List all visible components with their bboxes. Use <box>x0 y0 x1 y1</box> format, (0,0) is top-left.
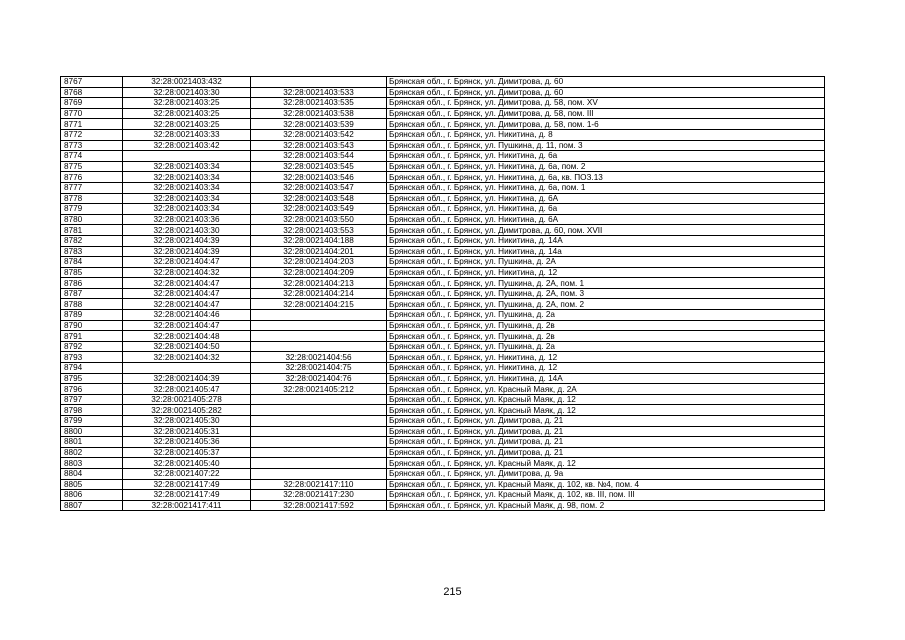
row-number-cell: 8772 <box>61 129 123 140</box>
table-row <box>61 235 825 246</box>
row-number-cell: 8799 <box>61 416 123 427</box>
object-number-cell: 32:28:0021403:538 <box>251 108 387 119</box>
table-row <box>61 214 825 225</box>
address-cell: Брянская обл., г. Брянск, ул. Никитина, д. 6а, пом. 1 <box>387 182 825 193</box>
table-row <box>61 458 825 469</box>
parcel-number-cell: 32:28:0021405:278 <box>123 394 251 405</box>
address-cell: Брянская обл., г. Брянск, ул. Димитрова, д. 58, пом. 1-6 <box>387 119 825 130</box>
table-row <box>61 341 825 352</box>
object-number-cell: 32:28:0021404:214 <box>251 288 387 299</box>
parcel-number-cell: 32:28:0021403:34 <box>123 161 251 172</box>
parcel-number-cell: 32:28:0021403:34 <box>123 204 251 215</box>
row-number-cell: 8789 <box>61 310 123 321</box>
object-number-cell: 32:28:0021403:544 <box>251 151 387 162</box>
row-number-cell: 8794 <box>61 363 123 374</box>
parcel-number-cell: 32:28:0021403:34 <box>123 182 251 193</box>
address-cell: Брянская обл., г. Брянск, ул. Пушкина, д. 2А, пом. 3 <box>387 288 825 299</box>
address-cell: Брянская обл., г. Брянск, ул. Димитрова, д. 21 <box>387 437 825 448</box>
row-number-cell: 8781 <box>61 225 123 236</box>
address-cell: Брянская обл., г. Брянск, ул. Никитина, д. 14А <box>387 235 825 246</box>
table-row <box>61 77 825 88</box>
object-number-cell: 32:28:0021404:203 <box>251 257 387 268</box>
address-cell: Брянская обл., г. Брянск, ул. Красный Маяк, д. 2А <box>387 384 825 395</box>
row-number-cell: 8790 <box>61 320 123 331</box>
row-number-cell: 8776 <box>61 172 123 183</box>
row-number-cell: 8792 <box>61 341 123 352</box>
row-number-cell: 8804 <box>61 468 123 479</box>
row-number-cell: 8774 <box>61 151 123 162</box>
parcel-number-cell: 32:28:0021405:47 <box>123 384 251 395</box>
table-row <box>61 310 825 321</box>
parcel-number-cell: 32:28:0021403:34 <box>123 193 251 204</box>
row-number-cell: 8780 <box>61 214 123 225</box>
row-number-cell: 8797 <box>61 394 123 405</box>
row-number-cell: 8777 <box>61 182 123 193</box>
address-cell: Брянская обл., г. Брянск, ул. Димитрова, д. 58, пом. III <box>387 108 825 119</box>
address-cell: Брянская обл., г. Брянск, ул. Никитина, д. 6А <box>387 193 825 204</box>
address-cell: Брянская обл., г. Брянск, ул. Красный Маяк, д. 12 <box>387 394 825 405</box>
address-cell: Брянская обл., г. Брянск, ул. Никитина, д. 6а, пом. 2 <box>387 161 825 172</box>
table-row <box>61 225 825 236</box>
object-number-cell <box>251 416 387 427</box>
row-number-cell: 8784 <box>61 257 123 268</box>
address-cell: Брянская обл., г. Брянск, ул. Пушкина, д. 2А <box>387 257 825 268</box>
table-row <box>61 363 825 374</box>
row-number-cell: 8769 <box>61 98 123 109</box>
object-number-cell <box>251 437 387 448</box>
table-row <box>61 161 825 172</box>
object-number-cell: 32:28:0021404:188 <box>251 235 387 246</box>
row-number-cell: 8805 <box>61 479 123 490</box>
row-number-cell: 8806 <box>61 490 123 501</box>
parcel-number-cell <box>123 363 251 374</box>
object-number-cell: 32:28:0021403:553 <box>251 225 387 236</box>
table-row <box>61 416 825 427</box>
parcel-number-cell: 32:28:0021404:50 <box>123 341 251 352</box>
row-number-cell: 8770 <box>61 108 123 119</box>
row-number-cell: 8798 <box>61 405 123 416</box>
row-number-cell: 8778 <box>61 193 123 204</box>
parcel-number-cell: 32:28:0021403:30 <box>123 87 251 98</box>
address-cell: Брянская обл., г. Брянск, ул. Никитина, д. 6а, кв. ПОЗ.13 <box>387 172 825 183</box>
parcel-number-cell: 32:28:0021404:47 <box>123 299 251 310</box>
address-cell: Брянская обл., г. Брянск, ул. Пушкина, д. 2а <box>387 341 825 352</box>
object-number-cell: 32:28:0021403:550 <box>251 214 387 225</box>
parcel-number-cell: 32:28:0021403:432 <box>123 77 251 88</box>
parcel-number-cell: 32:28:0021417:49 <box>123 490 251 501</box>
parcel-number-cell: 32:28:0021404:47 <box>123 278 251 289</box>
object-number-cell: 32:28:0021405:212 <box>251 384 387 395</box>
parcel-number-cell: 32:28:0021404:47 <box>123 288 251 299</box>
object-number-cell <box>251 331 387 342</box>
address-cell: Брянская обл., г. Брянск, ул. Никитина, д. 8 <box>387 129 825 140</box>
row-number-cell: 8782 <box>61 235 123 246</box>
object-number-cell: 32:28:0021403:545 <box>251 161 387 172</box>
row-number-cell: 8791 <box>61 331 123 342</box>
address-cell: Брянская обл., г. Брянск, ул. Никитина, д. 14а <box>387 246 825 257</box>
address-cell: Брянская обл., г. Брянск, ул. Димитрова, д. 21 <box>387 426 825 437</box>
object-number-cell <box>251 447 387 458</box>
address-cell: Брянская обл., г. Брянск, ул. Димитрова, д. 60, пом. XVII <box>387 225 825 236</box>
object-number-cell: 32:28:0021404:76 <box>251 373 387 384</box>
object-number-cell: 32:28:0021404:215 <box>251 299 387 310</box>
parcel-number-cell: 32:28:0021403:42 <box>123 140 251 151</box>
table-row <box>61 108 825 119</box>
address-cell: Брянская обл., г. Брянск, ул. Красный Маяк, д. 98, пом. 2 <box>387 500 825 511</box>
object-number-cell: 32:28:0021417:230 <box>251 490 387 501</box>
row-number-cell: 8773 <box>61 140 123 151</box>
object-number-cell <box>251 394 387 405</box>
object-number-cell: 32:28:0021403:543 <box>251 140 387 151</box>
row-number-cell: 8796 <box>61 384 123 395</box>
table-row <box>61 405 825 416</box>
table-row <box>61 98 825 109</box>
table-row <box>61 331 825 342</box>
parcel-number-cell: 32:28:0021404:39 <box>123 235 251 246</box>
address-cell: Брянская обл., г. Брянск, ул. Красный Маяк, д. 12 <box>387 458 825 469</box>
object-number-cell: 32:28:0021404:209 <box>251 267 387 278</box>
object-number-cell: 32:28:0021404:201 <box>251 246 387 257</box>
object-number-cell <box>251 77 387 88</box>
parcel-number-cell: 32:28:0021417:49 <box>123 479 251 490</box>
address-cell: Брянская обл., г. Брянск, ул. Пушкина, д. 11, пом. 3 <box>387 140 825 151</box>
object-number-cell <box>251 426 387 437</box>
table-row <box>61 257 825 268</box>
table-row <box>61 129 825 140</box>
address-cell: Брянская обл., г. Брянск, ул. Димитрова, д. 9а <box>387 468 825 479</box>
table-row <box>61 267 825 278</box>
table-row <box>61 384 825 395</box>
parcel-number-cell: 32:28:0021405:30 <box>123 416 251 427</box>
object-number-cell: 32:28:0021404:213 <box>251 278 387 289</box>
object-number-cell: 32:28:0021404:56 <box>251 352 387 363</box>
table-row <box>61 246 825 257</box>
table-row <box>61 426 825 437</box>
table-row <box>61 479 825 490</box>
row-number-cell: 8801 <box>61 437 123 448</box>
parcel-number-cell: 32:28:0021417:411 <box>123 500 251 511</box>
row-number-cell: 8795 <box>61 373 123 384</box>
row-number-cell: 8785 <box>61 267 123 278</box>
table-row <box>61 320 825 331</box>
object-number-cell: 32:28:0021403:546 <box>251 172 387 183</box>
address-cell: Брянская обл., г. Брянск, ул. Никитина, д. 6а <box>387 204 825 215</box>
parcel-number-cell: 32:28:0021404:47 <box>123 320 251 331</box>
parcel-number-cell <box>123 151 251 162</box>
registry-table-body <box>61 77 825 511</box>
row-number-cell: 8800 <box>61 426 123 437</box>
parcel-number-cell: 32:28:0021403:33 <box>123 129 251 140</box>
row-number-cell: 8787 <box>61 288 123 299</box>
table-row <box>61 437 825 448</box>
address-cell: Брянская обл., г. Брянск, ул. Димитрова, д. 58, пом. XV <box>387 98 825 109</box>
parcel-number-cell: 32:28:0021407:22 <box>123 468 251 479</box>
row-number-cell: 8786 <box>61 278 123 289</box>
address-cell: Брянская обл., г. Брянск, ул. Димитрова, д. 60 <box>387 87 825 98</box>
object-number-cell: 32:28:0021403:535 <box>251 98 387 109</box>
parcel-number-cell: 32:28:0021403:34 <box>123 172 251 183</box>
table-row <box>61 500 825 511</box>
address-cell: Брянская обл., г. Брянск, ул. Никитина, д. 14А <box>387 373 825 384</box>
object-number-cell <box>251 320 387 331</box>
parcel-number-cell: 32:28:0021404:32 <box>123 352 251 363</box>
table-row <box>61 490 825 501</box>
parcel-number-cell: 32:28:0021403:30 <box>123 225 251 236</box>
object-number-cell: 32:28:0021403:533 <box>251 87 387 98</box>
table-row <box>61 172 825 183</box>
table-row <box>61 87 825 98</box>
table-row <box>61 288 825 299</box>
registry-table <box>60 76 825 511</box>
parcel-number-cell: 32:28:0021404:47 <box>123 257 251 268</box>
row-number-cell: 8807 <box>61 500 123 511</box>
parcel-number-cell: 32:28:0021405:37 <box>123 447 251 458</box>
parcel-number-cell: 32:28:0021404:32 <box>123 267 251 278</box>
address-cell: Брянская обл., г. Брянск, ул. Димитрова, д. 21 <box>387 447 825 458</box>
object-number-cell: 32:28:0021404:75 <box>251 363 387 374</box>
row-number-cell: 8768 <box>61 87 123 98</box>
table-row <box>61 352 825 363</box>
row-number-cell: 8802 <box>61 447 123 458</box>
object-number-cell <box>251 310 387 321</box>
row-number-cell: 8788 <box>61 299 123 310</box>
parcel-number-cell: 32:28:0021404:39 <box>123 373 251 384</box>
address-cell: Брянская обл., г. Брянск, ул. Димитрова, д. 60 <box>387 77 825 88</box>
table-row <box>61 278 825 289</box>
parcel-number-cell: 32:28:0021404:39 <box>123 246 251 257</box>
parcel-number-cell: 32:28:0021403:36 <box>123 214 251 225</box>
table-row <box>61 468 825 479</box>
row-number-cell: 8793 <box>61 352 123 363</box>
parcel-number-cell: 32:28:0021405:36 <box>123 437 251 448</box>
row-number-cell: 8771 <box>61 119 123 130</box>
table-row <box>61 447 825 458</box>
object-number-cell: 32:28:0021403:549 <box>251 204 387 215</box>
address-cell: Брянская обл., г. Брянск, ул. Никитина, д. 6А <box>387 214 825 225</box>
object-number-cell: 32:28:0021403:547 <box>251 182 387 193</box>
row-number-cell: 8803 <box>61 458 123 469</box>
address-cell: Брянская обл., г. Брянск, ул. Красный Маяк, д. 102, кв. III, пом. III <box>387 490 825 501</box>
address-cell: Брянская обл., г. Брянск, ул. Димитрова, д. 21 <box>387 416 825 427</box>
row-number-cell: 8783 <box>61 246 123 257</box>
object-number-cell <box>251 468 387 479</box>
object-number-cell <box>251 405 387 416</box>
parcel-number-cell: 32:28:0021403:25 <box>123 98 251 109</box>
address-cell: Брянская обл., г. Брянск, ул. Никитина, д. 12 <box>387 267 825 278</box>
page-number: 215 <box>443 586 462 598</box>
address-cell: Брянская обл., г. Брянск, ул. Красный Маяк, д. 12 <box>387 405 825 416</box>
address-cell: Брянская обл., г. Брянск, ул. Пушкина, д. 2в <box>387 331 825 342</box>
address-cell: Брянская обл., г. Брянск, ул. Пушкина, д. 2в <box>387 320 825 331</box>
object-number-cell: 32:28:0021403:539 <box>251 119 387 130</box>
table-row <box>61 394 825 405</box>
parcel-number-cell: 32:28:0021405:282 <box>123 405 251 416</box>
address-cell: Брянская обл., г. Брянск, ул. Пушкина, д. 2А, пом. 2 <box>387 299 825 310</box>
object-number-cell: 32:28:0021403:548 <box>251 193 387 204</box>
row-number-cell: 8779 <box>61 204 123 215</box>
address-cell: Брянская обл., г. Брянск, ул. Пушкина, д. 2а <box>387 310 825 321</box>
object-number-cell <box>251 458 387 469</box>
object-number-cell: 32:28:0021403:542 <box>251 129 387 140</box>
address-cell: Брянская обл., г. Брянск, ул. Никитина, д. 12 <box>387 352 825 363</box>
parcel-number-cell: 32:28:0021404:48 <box>123 331 251 342</box>
parcel-number-cell: 32:28:0021403:25 <box>123 119 251 130</box>
table-row <box>61 151 825 162</box>
row-number-cell: 8775 <box>61 161 123 172</box>
table-row <box>61 140 825 151</box>
table-row <box>61 373 825 384</box>
parcel-number-cell: 32:28:0021403:25 <box>123 108 251 119</box>
address-cell: Брянская обл., г. Брянск, ул. Пушкина, д. 2А, пом. 1 <box>387 278 825 289</box>
row-number-cell: 8767 <box>61 77 123 88</box>
table-row <box>61 204 825 215</box>
object-number-cell <box>251 341 387 352</box>
table-row <box>61 193 825 204</box>
address-cell: Брянская обл., г. Брянск, ул. Никитина, д. 12 <box>387 363 825 374</box>
parcel-number-cell: 32:28:0021405:40 <box>123 458 251 469</box>
table-row <box>61 119 825 130</box>
table-row <box>61 299 825 310</box>
parcel-number-cell: 32:28:0021405:31 <box>123 426 251 437</box>
object-number-cell: 32:28:0021417:110 <box>251 479 387 490</box>
parcel-number-cell: 32:28:0021404:46 <box>123 310 251 321</box>
address-cell: Брянская обл., г. Брянск, ул. Никитина, д. 6а <box>387 151 825 162</box>
table-row <box>61 182 825 193</box>
object-number-cell: 32:28:0021417:592 <box>251 500 387 511</box>
address-cell: Брянская обл., г. Брянск, ул. Красный Маяк, д. 102, кв. №4, пом. 4 <box>387 479 825 490</box>
